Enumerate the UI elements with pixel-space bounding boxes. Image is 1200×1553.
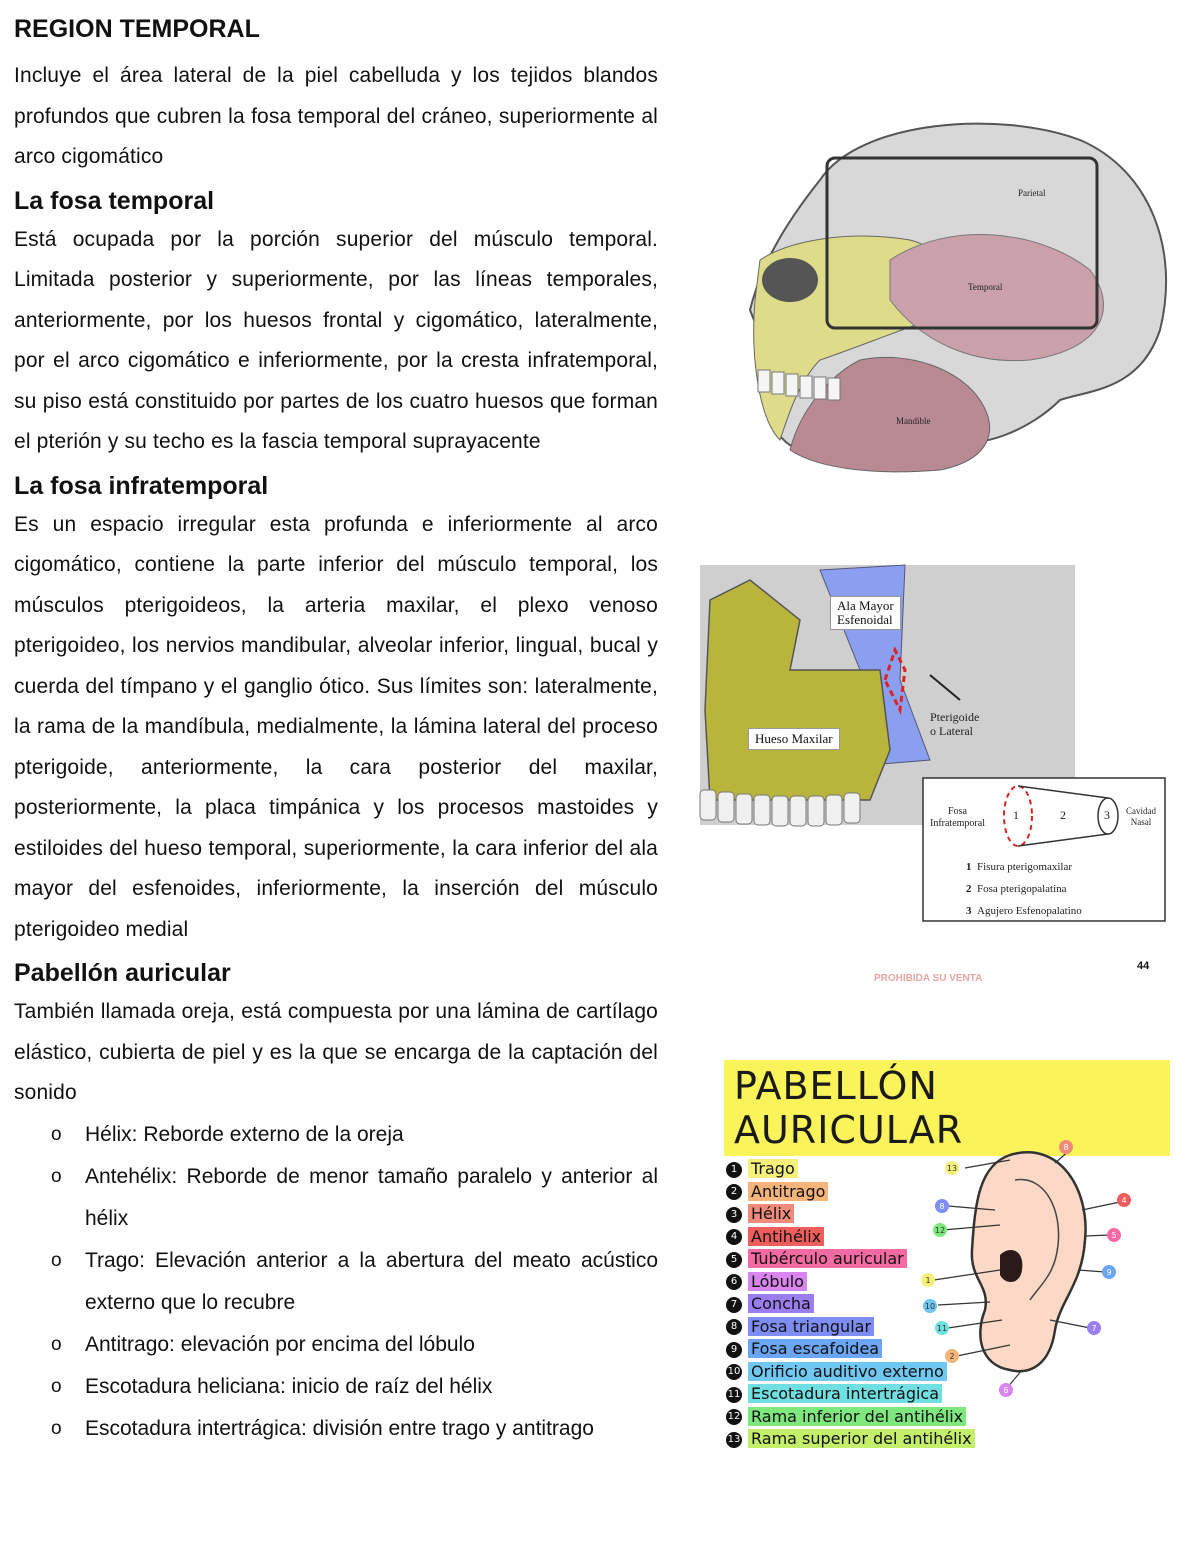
ear-legend-label: Trago	[748, 1159, 798, 1178]
watermark-text: PROHIBIDA SU VENTA	[874, 973, 983, 984]
document-text	[14, 12, 658, 1450]
list-item: o Hélix: Reborde externo de la oreja	[14, 1114, 658, 1156]
label-mandible: Mandible	[896, 416, 931, 426]
ear-figure	[710, 1040, 1170, 1480]
inset-label-fosa-line2: Infratemporal	[930, 818, 985, 829]
heading-region-temporal: REGION TEMPORAL	[14, 15, 260, 43]
ear-legend-number: 13	[726, 1432, 742, 1448]
label-parietal: Parietal	[1018, 188, 1046, 198]
bullet-list	[14, 1114, 658, 1450]
inset-legend-item	[966, 900, 1082, 922]
inset-label-cavidad-line2: Nasal	[1130, 817, 1152, 827]
ear-illustration	[710, 1040, 1170, 1480]
list-item: o Trago: Elevación anterior a la abertura del meato acústico externo que lo recubre	[14, 1240, 658, 1324]
ear-callout: 8	[1063, 1143, 1069, 1152]
ear-callout: 4	[1121, 1196, 1127, 1205]
inset-label-fosa-line1: Fosa	[948, 806, 967, 817]
inset-label-cavidad	[1126, 806, 1156, 828]
inset-legend-text: Agujero Esfenopalatino	[977, 905, 1082, 917]
list-item: o Escotadura intertrágica: división entre trago y antitrago	[14, 1408, 658, 1450]
ear-callout: 1	[925, 1276, 931, 1285]
label-hueso-maxilar: Hueso Maxilar	[748, 728, 840, 750]
ear-legend-number: 1	[726, 1162, 742, 1178]
inset-label-fosa	[930, 806, 985, 830]
ear-callout: 2	[949, 1352, 955, 1361]
ear-legend-label: Tubérculo auricular	[748, 1249, 907, 1268]
fossa-illustration	[690, 560, 1170, 990]
paragraph-fosa-infratemporal: Es un espacio irregular esta profunda e inferiormente al arco cigomático, contiene la parte inferior del músculo temporal, los músculos pterigoideos, la arteria maxilar, el plexo venoso pterigoideo, los nervios mandibular, alveolar inferior, lingual, bucal y cuerda del tímpano y el ganglio ótico. Sus límites son: lateralmente, la rama de la mandíbula, medialmente, la lámina lateral del proceso pterigoide, anteriormente, la cara posterior del maxilar, posteriormente, la placa timpánica y los procesos mastoides y estiloides del hueso temporal, superiormente, la cara inferior del ala mayor del esfenoides, inferiormente, la inserción del músculo pterigoideo medial	[14, 512, 658, 941]
list-item: o Escotadura heliciana: inicio de raíz del hélix	[14, 1366, 658, 1408]
ear-legend-number: 7	[726, 1297, 742, 1313]
ear-legend-label: Fosa triangular	[748, 1317, 874, 1336]
inset-num-3: 3	[1104, 808, 1110, 822]
list-item: o Antehélix: Reborde de menor tamaño paralelo y anterior al hélix	[14, 1156, 658, 1240]
label-pterigoide-line1: Pterigoide	[930, 710, 980, 724]
heading-pabellon-auricular: Pabellón auricular	[14, 959, 231, 987]
ear-callout: 7	[1091, 1324, 1097, 1333]
ear-legend-number: 3	[726, 1207, 742, 1223]
ear-legend-number: 6	[726, 1274, 742, 1290]
ear-legend-label: Escotadura intertrágica	[748, 1384, 942, 1403]
ear-legend-label: Rama inferior del antihélix	[748, 1407, 966, 1426]
ear-legend-number: 10	[726, 1364, 742, 1380]
ear-legend-label: Rama superior del antihélix	[748, 1429, 975, 1448]
ear-legend-number: 9	[726, 1342, 742, 1358]
paragraph-region-temporal: Incluye el área lateral de la piel cabelluda y los tejidos blandos profundos que cubren la fosa temporal del cráneo, superiormente al arco cigomático	[14, 64, 658, 168]
inset-label-cavidad-line1: Cavidad	[1126, 806, 1156, 816]
ear-legend-label: Orificio auditivo externo	[748, 1362, 947, 1381]
inset-legend-text: Fosa pterigopalatina	[977, 883, 1067, 895]
ear-legend-number: 4	[726, 1229, 742, 1245]
infratemporal-fossa-figure	[690, 560, 1170, 990]
paragraph-fosa-temporal: Está ocupada por la porción superior del músculo temporal. Limitada posterior y superiormente, por las líneas temporales, anteriormente, por los huesos frontal y cigomático, lateralmente, por el arco cigomático e inferiormente, por la cresta infratemporal, su piso está constituido por partes de los cuatro huesos que forman el pterión y su techo es la fascia temporal suprayacente	[14, 227, 658, 453]
ear-legend-label: Hélix	[748, 1204, 794, 1223]
inset-legend-num: 3	[966, 905, 972, 917]
ear-legend-number: 11	[726, 1387, 742, 1403]
skull-lateral-figure	[700, 100, 1180, 480]
ear-callout: 6	[1003, 1386, 1009, 1395]
heading-fosa-temporal: La fosa temporal	[14, 186, 215, 215]
heading-fosa-infratemporal: La fosa infratemporal	[14, 471, 269, 500]
ear-callout: 5	[1111, 1231, 1117, 1240]
ear-legend-number: 8	[726, 1319, 742, 1335]
label-temporal: Temporal	[968, 282, 1003, 292]
ear-callout: 9	[1106, 1268, 1112, 1277]
list-item: o Antitrago: elevación por encima del lóbulo	[14, 1324, 658, 1366]
label-ala-mayor-line1: Ala Mayor	[837, 598, 894, 613]
skull-illustration	[700, 100, 1180, 480]
ear-legend-label: Antitrago	[748, 1182, 828, 1201]
inset-legend	[966, 856, 1082, 922]
inset-num-1: 1	[1013, 808, 1019, 822]
ear-legend-label: Fosa escafoidea	[748, 1339, 882, 1358]
inset-num-2: 2	[1060, 808, 1066, 822]
label-ala-mayor-line2: Esfenoidal	[837, 612, 893, 627]
inset-legend-text: Fisura pterigomaxilar	[977, 861, 1073, 873]
inset-legend-item	[966, 856, 1082, 878]
paragraph-pabellon-auricular: También llamada oreja, está compuesta por una lámina de cartílago elástico, cubierta de piel y es la que se encarga de la captación del sonido	[14, 1000, 658, 1104]
inset-legend-item	[966, 878, 1082, 900]
ear-callout: 13	[946, 1164, 958, 1173]
page-number: 44	[1137, 960, 1150, 972]
ear-legend-number: 2	[726, 1184, 742, 1200]
label-pterigoide	[930, 710, 979, 738]
ear-legend-number: 5	[726, 1252, 742, 1268]
ear-figure-title: PABELLÓN AURICULAR	[724, 1060, 1170, 1156]
ear-callout: 8	[939, 1202, 945, 1211]
ear-legend-number: 12	[726, 1409, 742, 1425]
ear-callout: 11	[936, 1324, 948, 1333]
ear-legend-label: Concha	[748, 1294, 814, 1313]
inset-legend-num: 1	[966, 861, 972, 873]
ear-callout: 12	[934, 1226, 946, 1235]
ear-legend-label: Lóbulo	[748, 1272, 807, 1291]
ear-legend-label: Antihélix	[748, 1227, 824, 1246]
inset-legend-num: 2	[966, 883, 972, 895]
label-ala-mayor	[830, 596, 901, 630]
ear-callout: 10	[924, 1302, 936, 1311]
label-pterigoide-line2: o Lateral	[930, 724, 973, 738]
page-bottom-cutoff	[0, 1490, 1200, 1553]
